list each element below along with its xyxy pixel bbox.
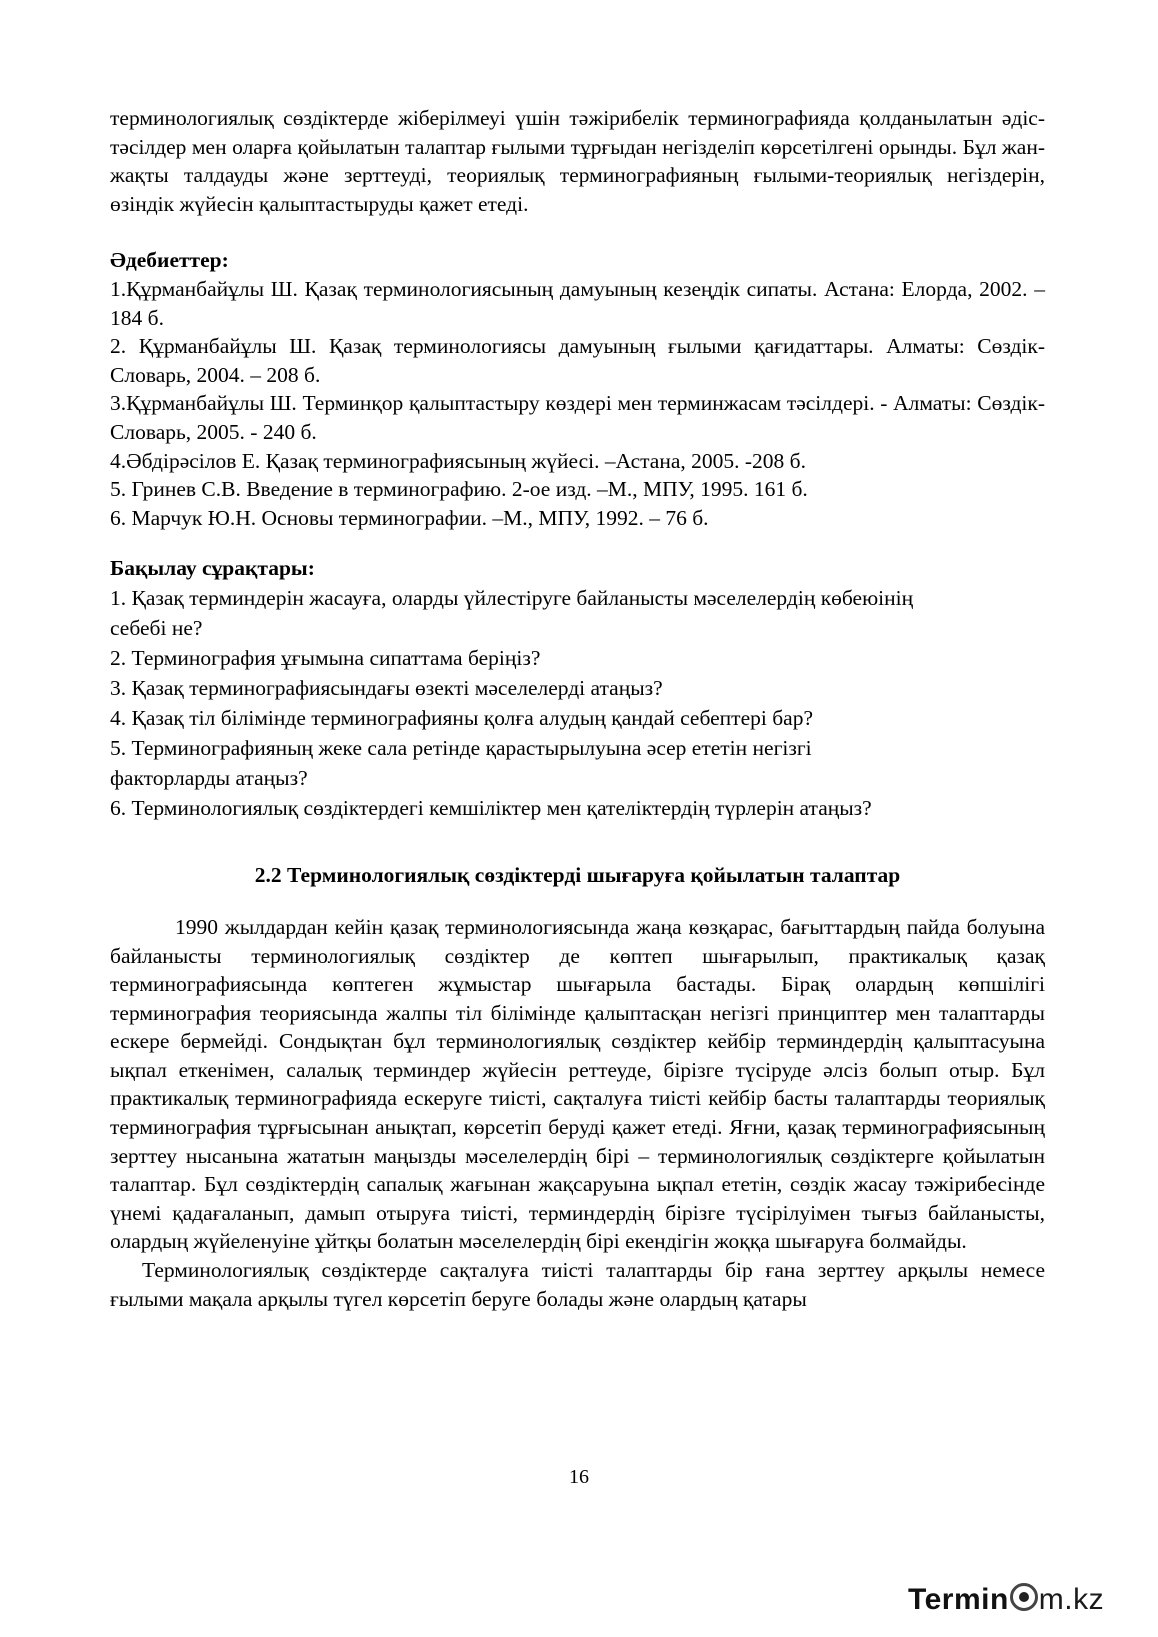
question-item: 2. Терминография ұғымына сипаттама беріңіз? [110,645,541,670]
question-item: 6. Терминологиялық сөздіктердегі кемшіліктер мен қателіктердің түрлерін атаңыз? [110,795,872,820]
reference-item: 2. Құрманбайұлы Ш. Қазақ терминологиясы дамуының ғылыми қағидаттары. Алматы: Сөздік-Словарь, 2004. – 208 б. [110,334,1045,387]
section-paragraph: 1990 жылдардан кейін қазақ терминологиясында жаңа көзқарас, бағыттардың пайда болуына байланысты терминологиялық сөздіктер де көптеп шығарылып, практикалық қазақ терминографиясында көптеген жұмыстар шығарыла бастады. Бірақ олардың көпшілігі терминография теориясында жалпы тіл білімінде қалыптасқан негізгі принциптер мен талаптарды ескере бермейді. Сондықтан бұл терминологиялық сөздіктер кейбір терминдердің қалыптасуына ықпал еткенімен, салалық терминдер жүйесін реттеуде, бірізге түсіруде әлсіз болып отыр. Бұл практикалық терминографияда ескеруге тиісті, сақталуға тиісті кейбір басты талаптарды теориялық терминография тұрғысынан анықтап, көрсетіп беруді қажет етеді. Яғни, қазақ терминографиясының зерттеу нысанына жататын маңызды мәселелердің бірі – терминологиялық сөздіктерге қойылатын талаптар. Бұл сөздіктердің сапалық жағынан жақсаруына ықпал ететін, сөздік жасау тәжірибесінде үнемі қадағаланып, дамып отыруға тиісті, терминдердің бірізге түсірілуімен тығыз байланысты, олардың жүйеленуіне ұйтқы болатын мәселелердің бірі екендігін жоққа шығаруға болмайды. [110,914,1045,1254]
reference-item: 5. Гринев С.В. Введение в терминографию. 2-ое изд. –М., МПУ, 1995. 161 б. [110,477,808,502]
intro-paragraph: терминологиялық сөздіктерде жіберілмеуі үшін тәжірибелік терминографияда қолданылатын әдіс-тәсілдер мен оларға қойылатын талаптар ғылыми тұрғыдан негізделіп көрсетілгені орынды. Бұл жан-жақты талдауды және зерттеуді, теориялық терминографияның ғылыми-теориялық негіздерін, өзіндік жүйесін қалыптастыруды қажет етеді. [110,106,1045,216]
references-heading: Әдебиеттер: [110,248,229,273]
logo-text-part2: m.kz [1038,1583,1105,1616]
reference-item: 4.Әбдірәсілов Е. Қазақ терминографиясының жүйесі. –Астана, 2005. -208 б. [110,448,806,473]
page-number: 16 [569,1466,589,1488]
reference-item: 6. Марчук Ю.Н. Основы терминографии. –М., МПУ, 1992. – 76 б. [110,505,709,530]
questions-section [110,554,1045,823]
logo-ring-icon [1010,1583,1038,1611]
section-paragraph: Терминологиялық сөздіктерде сақталуға тиісті талаптарды бір ғана зерттеу арқылы немесе ғылыми мақала арқылы түгел көрсетіп беруге болады және олардың қатары [110,1258,1045,1311]
section-title: 2.2 Терминологиялық сөздіктерді шығаруға қойылатын талаптар [254,862,901,887]
question-item: 1. Қазақ терминдерін жасауға, оларды үйлестіруге байланысты мәселелердің көбеюінің себебі не? [110,585,914,640]
question-item: 3. Қазақ терминографиясындағы өзекті мәселелерді атаңыз? [110,675,663,700]
logo-text-part1: Termin [908,1583,1009,1616]
termincom-logo [908,1583,1128,1621]
document-page [110,104,1045,1313]
references-section [110,246,1045,532]
reference-item: 3.Құрманбайұлы Ш. Терминқор қалыптастыру көздері мен терминжасам тәсілдері. - Алматы: Сөздік-Словарь, 2005. - 240 б. [110,391,1045,444]
question-item: 4. Қазақ тіл білімінде терминографияны қолға алудың қандай себептері бар? [110,705,813,730]
question-item: 5. Терминографияның жеке сала ретінде қарастырылуына әсер ететін негізгі факторларды атаңыз? [110,735,812,790]
reference-item: 1.Құрманбайұлы Ш. Қазақ терминологиясының дамуының кезеңдік сипаты. Астана: Елорда, 2002. – 184 б. [110,276,1045,330]
questions-heading: Бақылау сұрақтары: [110,556,315,581]
